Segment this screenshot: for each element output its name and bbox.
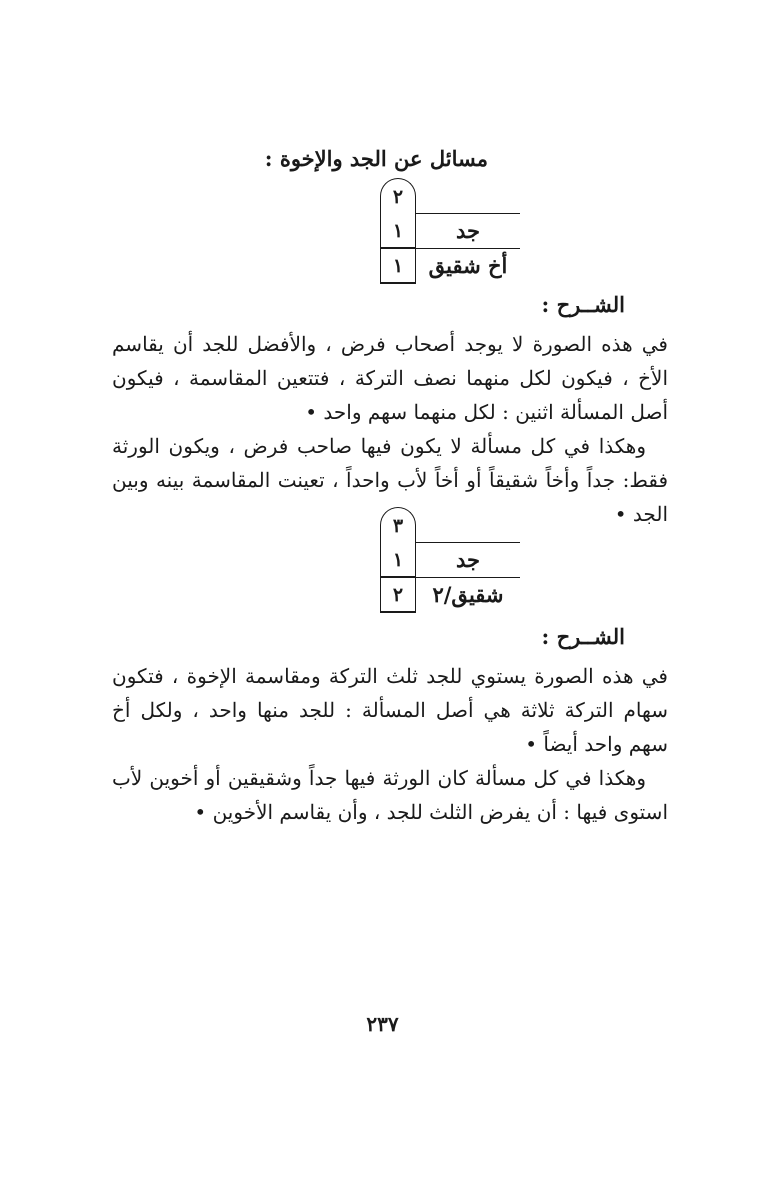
table-1-total: ٢ bbox=[380, 178, 416, 214]
page-number: ٢٣٧ bbox=[366, 1012, 399, 1036]
table-1-share-jadd: ١ bbox=[380, 214, 416, 248]
explanation-1-heading: الشــرح : bbox=[541, 292, 625, 317]
explanation-2-body bbox=[112, 659, 668, 829]
table-row bbox=[380, 543, 520, 577]
table-2-heir-jadd: جد bbox=[455, 547, 480, 572]
explanation-1-body bbox=[112, 327, 668, 531]
explanation-2-heading: الشــرح : bbox=[541, 624, 625, 649]
table-2-total: ٣ bbox=[380, 507, 416, 543]
table-1-heir-brother: أخ شقيق bbox=[428, 253, 508, 278]
table-row bbox=[380, 249, 520, 283]
table-row bbox=[380, 214, 520, 248]
table-2-share-brothers: ٢ bbox=[380, 578, 416, 612]
table-1-heir-jadd: جد bbox=[455, 218, 480, 243]
explanation-2-paragraph-1: في هذه الصورة يستوي للجد ثلث التركة ومقاسمة الإخوة ، فتكون سهام التركة ثلاثة هي أصل المسألة : للجد منها واحد ، ولكل أخ سهم واحد أيضاً • bbox=[112, 664, 668, 756]
explanation-1-paragraph-1: في هذه الصورة لا يوجد أصحاب فرض ، والأفضل للجد أن يقاسم الأخ ، فيكون لكل منهما نصف التركة ، فتتعين المقاسمة ، فيكون أصل المسألة اثنين : لكل منهما سهم واحد • bbox=[112, 332, 668, 424]
table-row bbox=[380, 578, 520, 612]
section-title: مسائل عن الجد والإخوة : bbox=[264, 146, 488, 171]
inheritance-table-1 bbox=[380, 178, 520, 286]
inheritance-table-2 bbox=[380, 507, 520, 615]
table-2-heir-brothers: شقيق/٢ bbox=[432, 582, 504, 607]
explanation-2-paragraph-2: وهكذا في كل مسألة كان الورثة فيها جداً وشقيقين أو أخوين لأب استوى فيها : أن يفرض الثلث للجد ، وأن يقاسم الأخوين • bbox=[112, 766, 668, 824]
table-1-share-brother: ١ bbox=[380, 249, 416, 283]
explanation-1-paragraph-2: وهكذا في كل مسألة لا يكون فيها صاحب فرض ، ويكون الورثة فقط: جداً وأخاً شقيقاً أو أخاً لأب واحداً ، تعينت المقاسمة بينه وبين الجد • bbox=[112, 434, 668, 526]
table-2-share-jadd: ١ bbox=[380, 543, 416, 577]
